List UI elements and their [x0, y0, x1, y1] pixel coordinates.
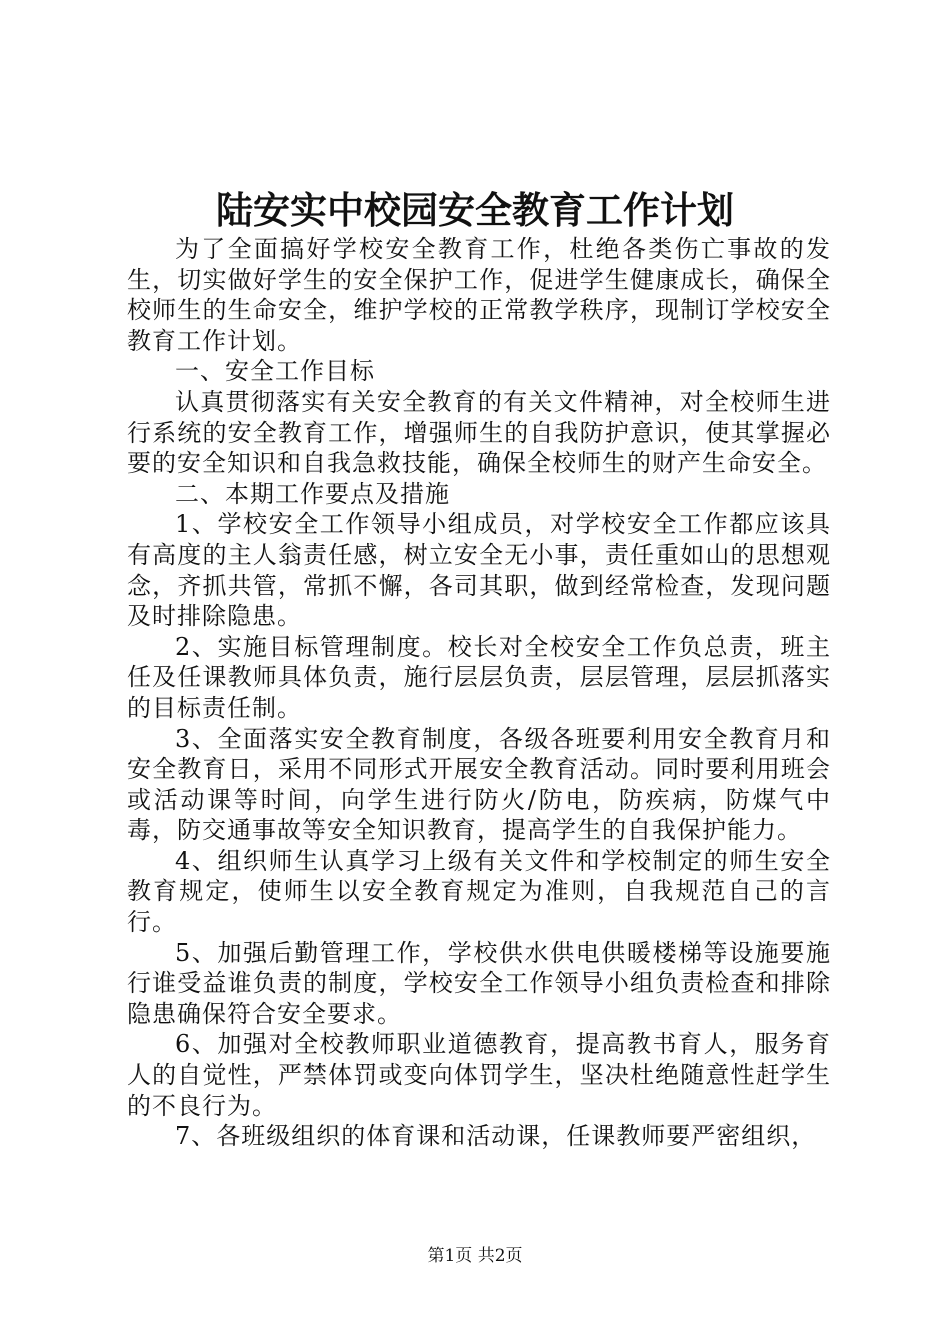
document-title: 陆安实中校园安全教育工作计划	[216, 188, 734, 232]
measure-item-5: 5、加强后勤管理工作，学校供水供电供暖楼梯等设施要施行谁受益谁负责的制度，学校安全工作领导小组负责检查和排除隐患确保符合安全要求。	[127, 938, 831, 1028]
measure-item-2: 2、实施目标管理制度。校长对全校安全工作负总责，班主任及任课教师具体负责，施行层层负责，层层管理，层层抓落实的目标责任制。	[127, 632, 831, 722]
goals-paragraph: 认真贯彻落实有关安全教育的有关文件精神，对全校师生进行系统的安全教育工作，增强师生的自我防护意识，使其掌握必要的安全知识和自我急救技能，确保全校师生的财产生命安全。	[127, 387, 831, 478]
measure-item-7: 7、各班级组织的体育课和活动课，任课教师要严密组织，	[175, 1122, 817, 1151]
page-footer: 第1页 共2页	[427, 1246, 523, 1266]
measure-item-1: 1、学校安全工作领导小组成员，对学校安全工作都应该具有高度的主人翁责任感，树立安全无小事，责任重如山的思想观念，齐抓共管，常抓不懈，各司其职，做到经常检查，发现问题及时排除隐患。	[127, 510, 831, 631]
section-heading-measures: 二、本期工作要点及措施	[175, 479, 450, 508]
measure-item-6: 6、加强对全校教师职业道德教育，提高教书育人，服务育人的自觉性，严禁体罚或变向体罚学生，坚决杜绝随意性赶学生的不良行为。	[127, 1030, 831, 1120]
measure-item-3: 3、全面落实安全教育制度，各级各班要利用安全教育月和安全教育日，采用不同形式开展安全教育活动。同时要利用班会或活动课等时间，向学生进行防火/防电，防疾病，防煤气中毒，防交通事故等安全知识教育，提高学生的自我保护能力。	[127, 724, 831, 845]
section-heading-goals: 一、安全工作目标	[175, 357, 375, 386]
document-body	[127, 234, 831, 1152]
measure-item-4: 4、组织师生认真学习上级有关文件和学校制定的师生安全教育规定，使师生以安全教育规定为准则，自我规范自己的言行。	[127, 846, 831, 937]
intro-paragraph: 为了全面搞好学校安全教育工作，杜绝各类伤亡事故的发生，切实做好学生的安全保护工作，促进学生健康成长，确保全校师生的生命安全，维护学校的正常教学秩序，现制订学校安全教育工作计划。	[127, 235, 831, 355]
